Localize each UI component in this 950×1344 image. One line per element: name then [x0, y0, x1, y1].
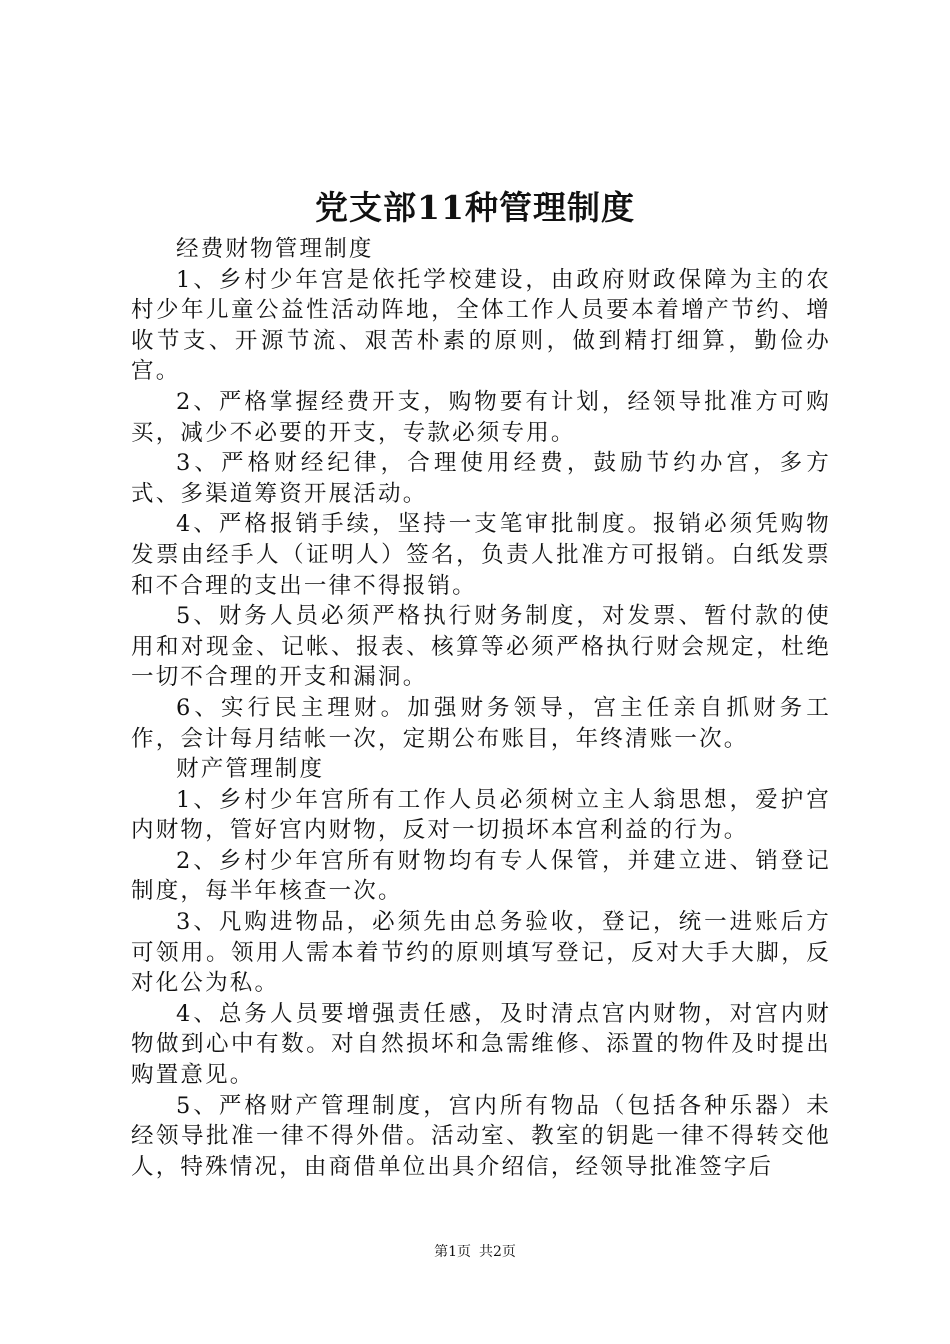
document-title: 党支部11种管理制度 — [315, 188, 635, 227]
paragraph: 4、严格报销手续，坚持一支笔审批制度。报销必须凭购物发票由经手人（证明人）签名，负责人批准方可报销。白纸发票和不合理的支出一律不得报销。 — [131, 511, 831, 599]
paragraph: 2、乡村少年宫所有财物均有专人保管，并建立进、销登记制度，每半年核查一次。 — [131, 847, 831, 905]
paragraph: 4、总务人员要增强责任感，及时清点宫内财物，对宫内财物做到心中有数。对自然损坏和急需维修、添置的物件及时提出购置意见。 — [131, 1000, 831, 1089]
section-heading: 经费财物管理制度 — [176, 236, 374, 262]
page-footer — [0, 1242, 950, 1262]
paragraph: 2、严格掌握经费开支，购物要有计划，经领导批准方可购买，减少不必要的开支，专款必须专用。 — [131, 388, 831, 446]
paragraph: 1、乡村少年宫是依托学校建设，由政府财政保障为主的农村少年儿童公益性活动阵地，全体工作人员要本着增产节约、增收节支、开源节流、艰苦朴素的原则，做到精打细算，勤俭办宫。 — [131, 266, 831, 385]
paragraph: 6、实行民主理财。加强财务领导，宫主任亲自抓财务工作，会计每月结帐一次，定期公布账目，年终清账一次。 — [131, 694, 831, 752]
paragraph: 5、财务人员必须严格执行财务制度，对发票、暂付款的使用和对现金、记帐、报表、核算等必须严格执行财会规定，杜绝一切不合理的开支和漏洞。 — [131, 603, 831, 691]
page-total: 共2页 — [479, 1244, 516, 1260]
paragraph: 3、凡购进物品，必须先由总务验收，登记，统一进账后方可领用。领用人需本着节约的原则填写登记，反对大手大脚，反对化公为私。 — [131, 909, 831, 997]
section-heading: 财产管理制度 — [176, 756, 325, 783]
page-number: 第1页 — [434, 1244, 471, 1260]
document-body — [131, 234, 831, 1182]
paragraph: 5、严格财产管理制度，宫内所有物品（包括各种乐器）未经领导批准一律不得外借。活动室、教室的钥匙一律不得转交他人，特殊情况，由商借单位出具介绍信，经领导批准签字后 — [131, 1092, 831, 1180]
paragraph: 3、严格财经纪律，合理使用经费，鼓励节约办宫，多方式、多渠道筹资开展活动。 — [131, 450, 831, 507]
paragraph: 1、乡村少年宫所有工作人员必须树立主人翁思想，爱护宫内财物，管好宫内财物，反对一切损坏本宫利益的行为。 — [131, 786, 831, 844]
